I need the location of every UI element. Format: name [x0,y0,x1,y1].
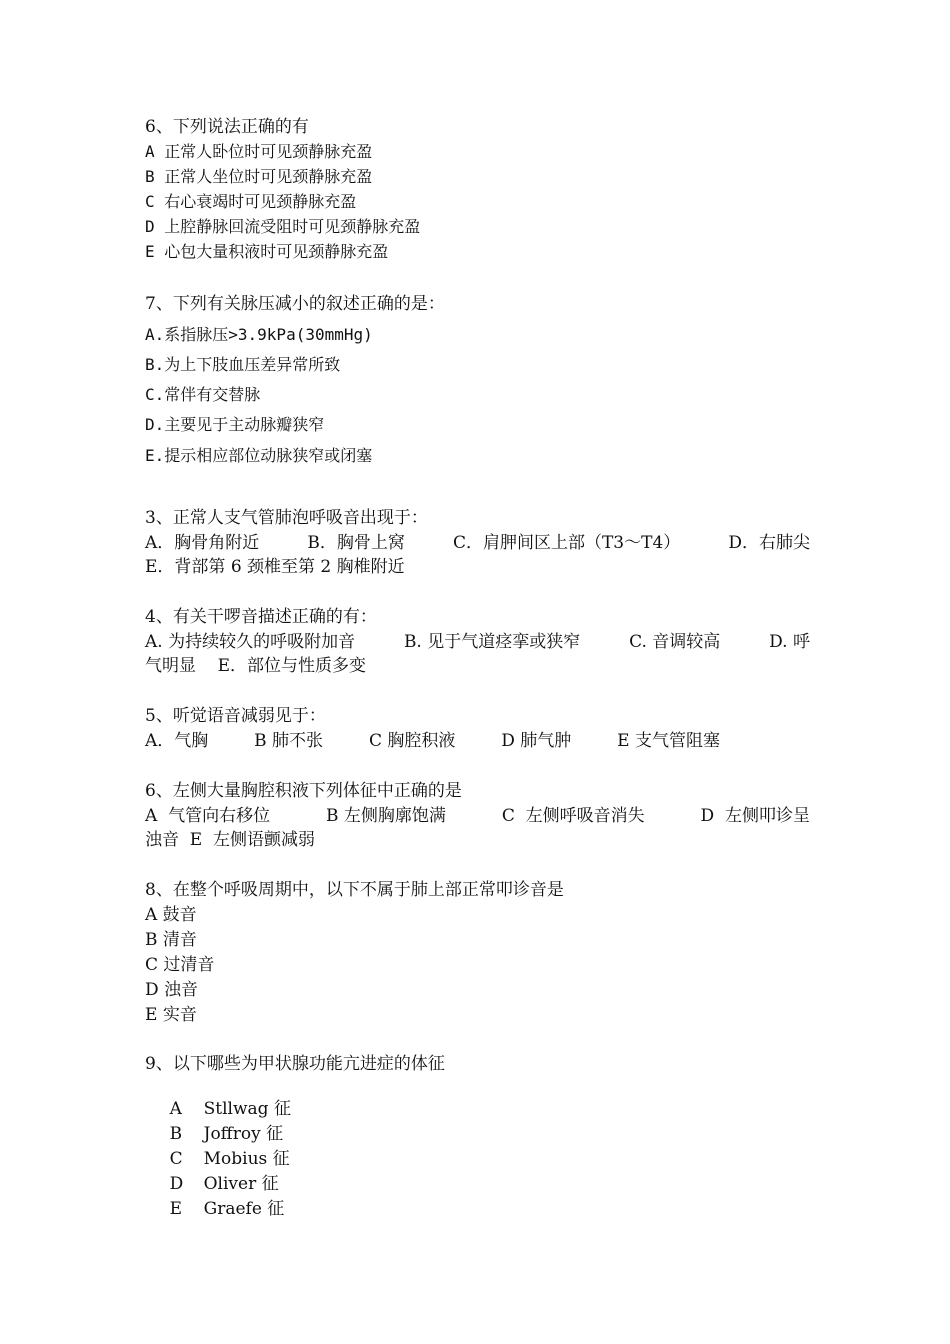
answer-option: A 气管向右移位 [145,806,271,826]
option-letter: E [169,1199,183,1219]
option-text: Mobius 征 [203,1149,290,1169]
answer-option: D. 呼 [769,632,810,652]
option-letter: D [169,1174,184,1194]
option-letter: B [169,1124,183,1144]
answer-option: E 实音 [145,1005,197,1025]
answer-option: C 右心衰竭时可见颈静脉充盈 [145,192,357,211]
option-letter: C [169,1149,183,1169]
answer-option: 气明显 E．部位与性质多变 [145,656,367,676]
answer-option: C 胸腔积液 [368,731,456,751]
answer-row [145,632,810,652]
answer-option: E．背部第 6 颈椎至第 2 胸椎附近 [145,557,405,577]
answer-option: E.提示相应部位动脉狭窄或闭塞 [145,446,373,465]
answer-option: A. 为持续较久的呼吸附加音 [145,632,356,652]
option-letter: A [169,1099,182,1119]
question-title: 3、正常人支气管肺泡呼吸音出现于： [145,508,428,528]
answer-option: D 上腔静脉回流受阻时可见颈静脉充盈 [145,217,421,236]
answer-option: C. 音调较高 [629,632,721,652]
answer-option: B.为上下肢血压差异常所致 [145,355,341,374]
answer-option: B 正常人坐位时可见颈静脉充盈 [145,167,373,186]
answer-option: B 清音 [145,930,197,950]
answer-option: D．右肺尖 [728,533,810,553]
answer-option: D 浊音 [145,980,199,1000]
answer-option: 浊音 E 左侧语颤减弱 [145,830,316,850]
answer-option: A.系指脉压>3.9kPa(30mmHg) [145,325,373,344]
answer-option: A 正常人卧位时可见颈静脉充盈 [145,142,373,161]
answer-option: C 过清音 [145,955,215,975]
answer-row [145,533,810,553]
answer-option: B 肺不张 [254,731,324,751]
answer-option: D 左侧叩诊呈 [700,806,810,826]
question-title: 4、有关干啰音描述正确的有： [145,607,377,627]
question-title: 9、以下哪些为甲状腺功能亢进症的体征 [145,1054,445,1074]
option-text: Oliver 征 [203,1174,279,1194]
answer-option [148,1179,284,1239]
answer-option: D.主要见于主动脉瓣狭窄 [145,415,325,434]
answer-option: A．气胸 [145,731,209,751]
question-title: 8、在整个呼吸周期中，以下不属于肺上部正常叩诊音是 [145,880,564,900]
answer-row [145,731,720,751]
answer-option: B. 见于气道痉挛或狭窄 [403,632,581,652]
answer-option: E 支气管阻塞 [617,731,720,751]
answer-row [145,806,810,826]
answer-option: B 左侧胸廓饱满 [326,806,446,826]
answer-option: E 心包大量积液时可见颈静脉充盈 [145,242,389,261]
answer-option: A．胸骨角附近 [145,533,260,553]
answer-option: B．胸骨上窝 [307,533,405,553]
answer-option: D 肺气肿 [501,731,572,751]
option-text: Graefe 征 [203,1199,285,1219]
option-text: Joffroy 征 [203,1124,284,1144]
question-title: 6、下列说法正确的有 [145,117,309,137]
option-text: Stllwag 征 [203,1099,291,1119]
answer-option: C 左侧呼吸音消失 [501,806,645,826]
question-title: 6、左侧大量胸腔积液下列体征中正确的是 [145,781,462,801]
answer-option: A 鼓音 [145,905,197,925]
question-title: 7、下列有关脉压减小的叙述正确的是： [145,294,445,314]
answer-option: C.常伴有交替脉 [145,385,261,404]
answer-option: C．肩胛间区上部（T3～T4） [452,533,681,553]
question-title: 5、听觉语音减弱见于： [145,706,326,726]
